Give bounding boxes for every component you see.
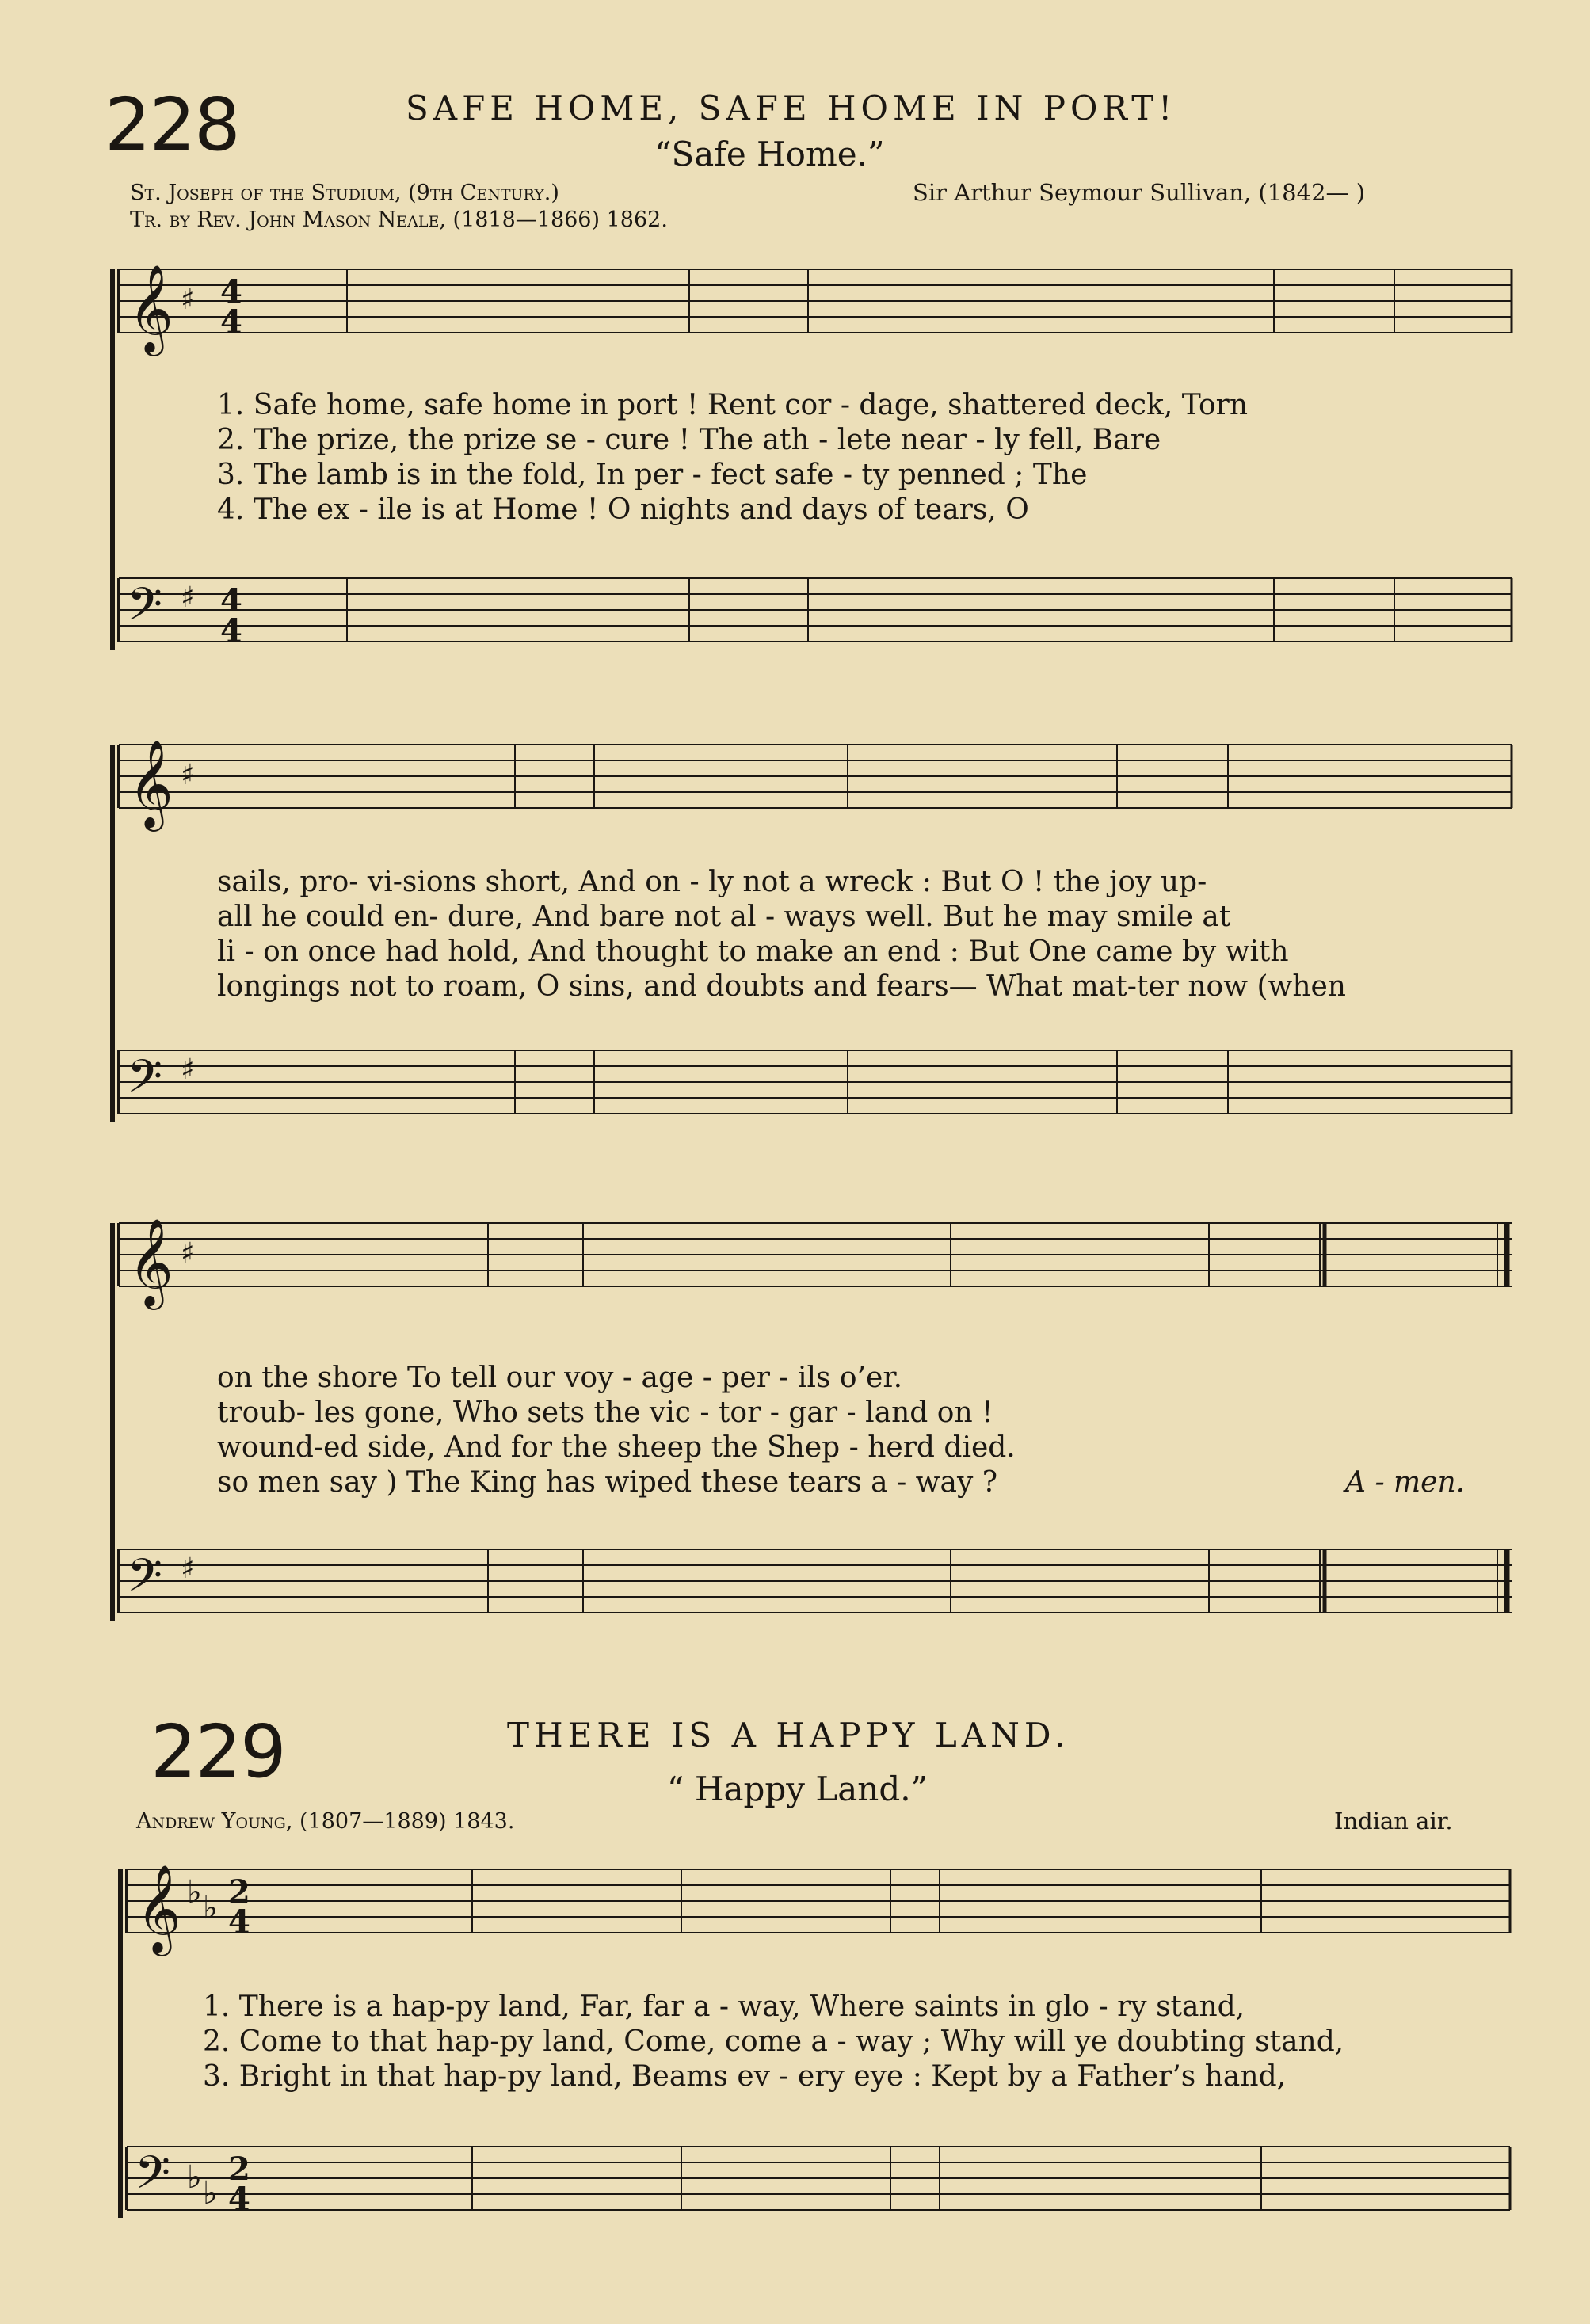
lyric-line-4: so men say ) The King has wiped these tears a - way ? <box>217 1466 998 1499</box>
svg-text:♯: ♯ <box>181 1053 195 1086</box>
hymn-number: 228 <box>105 82 239 167</box>
svg-text:♭: ♭ <box>187 2159 202 2196</box>
author-credit: Andrew Young, (1807—1889) 1843. <box>136 1809 515 1834</box>
lyric-line-1: 1. Safe home, safe home in port ! Rent cor - dage, shattered deck, Torn <box>217 389 1249 421</box>
lyric-line-4: 4. The ex - ile is at Home ! O nights and days of tears, O <box>217 493 1029 526</box>
svg-text:𝄢: 𝄢 <box>127 1549 163 1613</box>
svg-text:4: 4 <box>220 303 242 341</box>
svg-text:♭: ♭ <box>203 2175 218 2212</box>
hymn-title: THERE IS A HAPPY LAND. <box>507 1716 1070 1754</box>
system-brace <box>109 745 116 1122</box>
treble-staff <box>127 1861 1510 1956</box>
svg-text:4: 4 <box>228 2181 250 2218</box>
treble-staff <box>119 737 1512 832</box>
svg-text:2: 2 <box>228 1873 250 1911</box>
system-brace <box>109 1223 116 1621</box>
treble-staff <box>119 261 1512 356</box>
bass-staff <box>119 570 1512 650</box>
svg-text:𝄞: 𝄞 <box>128 264 173 352</box>
translator-credit: Tr. by Rev. John Mason Neale, (1818—1866) 1862. <box>130 208 668 232</box>
svg-text:𝄢: 𝄢 <box>127 1050 163 1114</box>
svg-text:♯: ♯ <box>181 1553 195 1585</box>
lyric-line-2: 2. Come to that hap-py land, Come, come a - way ; Why will ye doubting stand, <box>203 2025 1344 2058</box>
svg-text:♭: ♭ <box>203 1890 218 1926</box>
amen-text: A - men. <box>1345 1466 1466 1499</box>
lyric-line-2: 2. The prize, the prize se - cure ! The ath - lete near - ly fell, Bare <box>217 424 1161 456</box>
svg-text:♯: ♯ <box>181 284 195 316</box>
lyric-line-3: wound-ed side, And for the sheep the Shep - herd died. <box>217 1431 1016 1464</box>
svg-text:♯: ♯ <box>181 1237 195 1270</box>
lyric-line-4: longings not to roam, O sins, and doubts and fears— What mat-ter now (when <box>217 970 1346 1003</box>
author-credit: St. Joseph of the Studium, (9th Century.) <box>130 181 559 205</box>
bass-staff <box>119 1541 1512 1621</box>
lyric-line-2: troub- les gone, Who sets the vic - tor - gar - land on ! <box>217 1396 993 1429</box>
hymn-title: SAFE HOME, SAFE HOME IN PORT! <box>406 89 1177 128</box>
svg-text:♯: ♯ <box>181 759 195 791</box>
composer-credit: Indian air. <box>1334 1808 1453 1834</box>
svg-text:4: 4 <box>220 273 242 311</box>
tune-name: “Safe Home.” <box>654 135 885 173</box>
treble-staff <box>119 1215 1512 1310</box>
lyric-line-3: 3. Bright in that hap-py land, Beams ev - ery eye : Kept by a Father’s hand, <box>203 2060 1287 2093</box>
svg-text:4: 4 <box>220 582 242 619</box>
lyric-line-1: sails, pro- vi-sions short, And on - ly not a wreck : But O ! the joy up- <box>217 866 1207 898</box>
lyric-line-1: on the shore To tell our voy - age - per - ils o’er. <box>217 1362 903 1394</box>
tune-name: “ Happy Land.” <box>667 1770 928 1808</box>
svg-text:2: 2 <box>228 2151 250 2188</box>
svg-text:𝄞: 𝄞 <box>128 739 173 828</box>
lyric-line-3: li - on once had hold, And thought to make an end : But One came by with <box>217 935 1289 968</box>
svg-text:𝄞: 𝄞 <box>136 1864 181 1953</box>
hymn-number: 229 <box>151 1709 285 1794</box>
svg-text:♯: ♯ <box>181 581 195 614</box>
system-brace <box>109 269 116 650</box>
svg-text:𝄞: 𝄞 <box>128 1217 173 1306</box>
svg-text:4: 4 <box>220 612 242 650</box>
lyric-line-2: all he could en- dure, And bare not al - ways well. But he may smile at <box>217 901 1231 933</box>
system-brace <box>117 1869 124 2218</box>
svg-text:♭: ♭ <box>187 1874 202 1911</box>
svg-text:𝄢: 𝄢 <box>127 577 163 642</box>
svg-text:4: 4 <box>228 1903 250 1941</box>
bass-staff <box>119 1042 1512 1122</box>
composer-credit: Sir Arthur Seymour Sullivan, (1842— ) <box>913 179 1366 206</box>
svg-text:𝄢: 𝄢 <box>135 2146 171 2211</box>
lyric-line-3: 3. The lamb is in the fold, In per - fect safe - ty penned ; The <box>217 459 1088 491</box>
bass-staff <box>127 2139 1510 2218</box>
lyric-line-1: 1. There is a hap-py land, Far, far a - way, Where saints in glo - ry stand, <box>203 1991 1245 2023</box>
